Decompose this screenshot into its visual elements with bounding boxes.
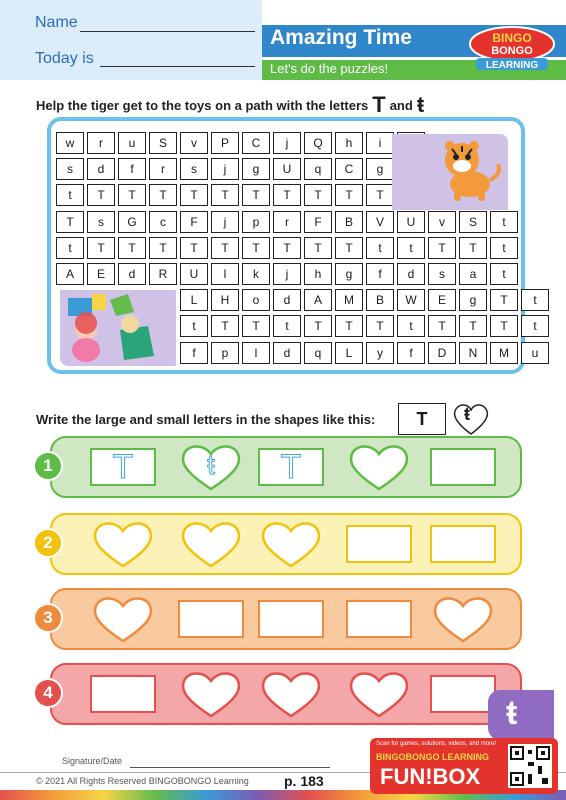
maze-cell[interactable]: P [211,132,239,154]
heart-icon [346,669,412,719]
maze-cell[interactable]: t [490,211,518,233]
maze-cell[interactable]: T [273,237,301,259]
maze-cell[interactable]: M [335,289,363,311]
heart-icon [178,519,244,569]
maze-cell[interactable]: R [149,263,177,285]
maze-cell[interactable]: T [242,184,270,206]
maze-cell[interactable]: t [397,315,425,337]
maze-cell[interactable]: t [490,263,518,285]
maze-cell[interactable]: s [87,211,115,233]
maze-cell[interactable]: C [335,158,363,180]
maze-cell[interactable]: t [56,184,84,206]
maze-cell[interactable]: B [366,289,394,311]
maze-cell[interactable]: i [366,132,394,154]
maze-cell[interactable]: f [397,342,425,364]
maze-cell[interactable]: W [397,289,425,311]
maze-cell[interactable]: t [273,315,301,337]
maze-cell[interactable]: T [459,315,487,337]
maze-cell[interactable]: d [273,342,301,364]
page-title: Amazing Time [270,26,412,49]
funbox-title: FUN!BOX [380,764,481,789]
maze-cell[interactable]: B [335,211,363,233]
maze-cell[interactable]: T [304,315,332,337]
heart-icon [346,442,412,492]
letter-tab-text: ŧ [506,694,518,732]
maze-cell[interactable]: y [366,342,394,364]
heart-icon [258,669,324,719]
writing-box[interactable]: T [90,448,156,486]
maze-cell[interactable]: T [87,184,115,206]
maze-cell[interactable]: p [211,342,239,364]
writing-box[interactable] [346,525,412,563]
date-label: Today is [35,50,94,67]
row-number-badge: 3 [33,603,63,633]
maze-instruction-text: Help the tiger get to the toys on a path with the letters [36,97,369,113]
maze-cell[interactable]: t [521,315,549,337]
writing-box[interactable]: T [258,448,324,486]
heart-icon [178,669,244,719]
maze-cell[interactable]: h [304,263,332,285]
row-number-badge: 2 [33,528,63,558]
writing-heart[interactable] [90,519,156,569]
letter-tab [488,690,554,740]
maze-cell[interactable]: S [149,132,177,154]
instruction-small-letter: ŧ [416,92,425,117]
writing-box[interactable] [258,600,324,638]
maze-cell[interactable]: U [273,158,301,180]
maze-cell[interactable]: T [118,184,146,206]
maze-cell[interactable]: T [273,184,301,206]
maze-cell[interactable]: S [459,211,487,233]
maze-cell[interactable]: f [180,342,208,364]
writing-box[interactable] [430,448,496,486]
instruction-and: and [389,97,413,113]
maze-cell[interactable]: p [242,211,270,233]
maze-cell[interactable]: T [242,237,270,259]
maze-cell[interactable]: o [242,289,270,311]
maze-cell[interactable]: j [273,263,301,285]
maze-cell[interactable]: G [118,211,146,233]
heart-icon [430,594,496,644]
example-big-letter-box: T [398,403,446,435]
name-label: Name [35,14,78,31]
maze-cell[interactable]: j [211,211,239,233]
maze-cell[interactable]: U [397,211,425,233]
maze-cell[interactable]: t [180,315,208,337]
maze-cell[interactable]: s [428,263,456,285]
maze-cell[interactable]: T [366,184,394,206]
copyright-text: © 2021 All Rights Reserved BINGOBONGO Learning [36,776,249,786]
maze-cell[interactable]: L [335,342,363,364]
writing-heart[interactable] [178,442,244,492]
heart-icon [258,519,324,569]
maze-cell[interactable]: T [149,184,177,206]
maze-cell[interactable]: g [335,263,363,285]
maze-cell[interactable]: u [118,132,146,154]
maze-cell[interactable]: T [56,211,84,233]
maze-cell[interactable]: j [273,132,301,154]
maze-cell[interactable]: T [211,315,239,337]
writing-heart[interactable] [178,669,244,719]
writing-instruction: Write the large and small letters in the shapes like this: [36,412,376,427]
maze-cell[interactable]: g [459,289,487,311]
svg-text:LEARNING: LEARNING [485,60,539,70]
signature-label: Signature/Date [62,756,123,766]
maze-cell[interactable]: V [366,211,394,233]
maze-cell[interactable]: T [490,315,518,337]
maze-cell[interactable]: T [180,237,208,259]
writing-heart[interactable] [430,594,496,644]
maze-cell[interactable]: v [180,132,208,154]
writing-box[interactable] [90,675,156,713]
maze-cell[interactable]: T [335,237,363,259]
trace-letter: ŧ [207,449,215,480]
maze-cell[interactable]: v [428,211,456,233]
maze-cell[interactable]: T [211,237,239,259]
maze-cell[interactable]: r [149,158,177,180]
maze-cell[interactable]: l [211,263,239,285]
maze-cell[interactable]: Q [304,132,332,154]
maze-cell[interactable]: T [428,315,456,337]
maze-cell[interactable]: T [180,184,208,206]
svg-text:BONGO: BONGO [491,45,533,57]
maze-cell[interactable]: D [428,342,456,364]
maze-cell[interactable]: T [118,237,146,259]
maze-cell[interactable]: g [242,158,270,180]
instruction-big-letter: T [372,92,386,117]
maze-cell[interactable]: c [149,211,177,233]
maze-cell[interactable]: d [87,158,115,180]
maze-cell[interactable]: T [335,315,363,337]
maze-cell[interactable]: A [304,289,332,311]
maze-cell[interactable]: T [304,184,332,206]
maze-cell[interactable]: C [242,132,270,154]
maze-cell[interactable]: h [335,132,363,154]
writing-box[interactable] [346,600,412,638]
maze-cell[interactable]: T [459,237,487,259]
qr-code-icon[interactable] [508,744,552,788]
signature-line[interactable] [130,767,330,768]
maze-cell[interactable]: w [56,132,84,154]
maze-cell[interactable]: u [521,342,549,364]
maze-cell[interactable]: T [211,184,239,206]
writing-box[interactable] [430,525,496,563]
writing-heart[interactable] [178,519,244,569]
writing-heart[interactable] [346,669,412,719]
maze-cell[interactable]: T [304,237,332,259]
page-subtitle: Let's do the puzzles! [270,61,389,76]
example-small-letter: ŧ [464,404,470,424]
maze-cell[interactable]: T [335,184,363,206]
maze-cell[interactable]: s [56,158,84,180]
svg-text:BINGO: BINGO [492,31,532,45]
writing-heart[interactable] [258,669,324,719]
maze-cell[interactable]: U [180,263,208,285]
writing-heart[interactable] [258,519,324,569]
maze-cell[interactable]: t [366,237,394,259]
maze-cell[interactable]: a [459,263,487,285]
maze-cell[interactable]: H [211,289,239,311]
maze-cell[interactable]: f [118,158,146,180]
maze-cell[interactable]: d [118,263,146,285]
maze-cell[interactable]: t [521,289,549,311]
maze-cell[interactable]: T [428,237,456,259]
row-number-badge: 4 [33,678,63,708]
maze-cell[interactable]: t [490,237,518,259]
funbox-tagline: Scan for games, solutions, videos, and more! [376,741,497,747]
maze-cell[interactable]: A [56,263,84,285]
heart-icon [90,519,156,569]
maze-cell[interactable]: l [242,342,270,364]
page-number: p. 183 [284,773,324,789]
maze-cell[interactable]: T [366,315,394,337]
maze-cell[interactable]: t [397,237,425,259]
maze-cell[interactable]: T [87,237,115,259]
maze-cell[interactable]: s [180,158,208,180]
maze-cell[interactable]: g [366,158,394,180]
maze-cell[interactable]: N [459,342,487,364]
maze-cell[interactable]: j [211,158,239,180]
maze-cell[interactable]: T [242,315,270,337]
maze-cell[interactable]: F [180,211,208,233]
maze-cell[interactable]: E [428,289,456,311]
maze-cell[interactable]: E [87,263,115,285]
funbox-brand: BINGOBONGO LEARNING [376,752,490,762]
maze-cell[interactable]: k [242,263,270,285]
maze-cell[interactable]: t [56,237,84,259]
writing-box[interactable] [430,675,496,713]
writing-heart[interactable] [346,442,412,492]
maze-cell[interactable]: q [304,342,332,364]
heart-icon [90,594,156,644]
row-number-badge: 1 [33,451,63,481]
maze-cell[interactable]: q [304,158,332,180]
maze-cell[interactable]: L [180,289,208,311]
maze-cell[interactable]: r [87,132,115,154]
maze-cell[interactable]: r [273,211,301,233]
maze-cell[interactable]: f [366,263,394,285]
maze-cell[interactable]: T [149,237,177,259]
writing-box[interactable] [178,600,244,638]
maze-cell[interactable]: d [273,289,301,311]
maze-cell[interactable]: M [490,342,518,364]
maze-cell[interactable]: F [304,211,332,233]
maze-cell[interactable]: T [490,289,518,311]
maze-cell[interactable]: d [397,263,425,285]
writing-heart[interactable] [90,594,156,644]
